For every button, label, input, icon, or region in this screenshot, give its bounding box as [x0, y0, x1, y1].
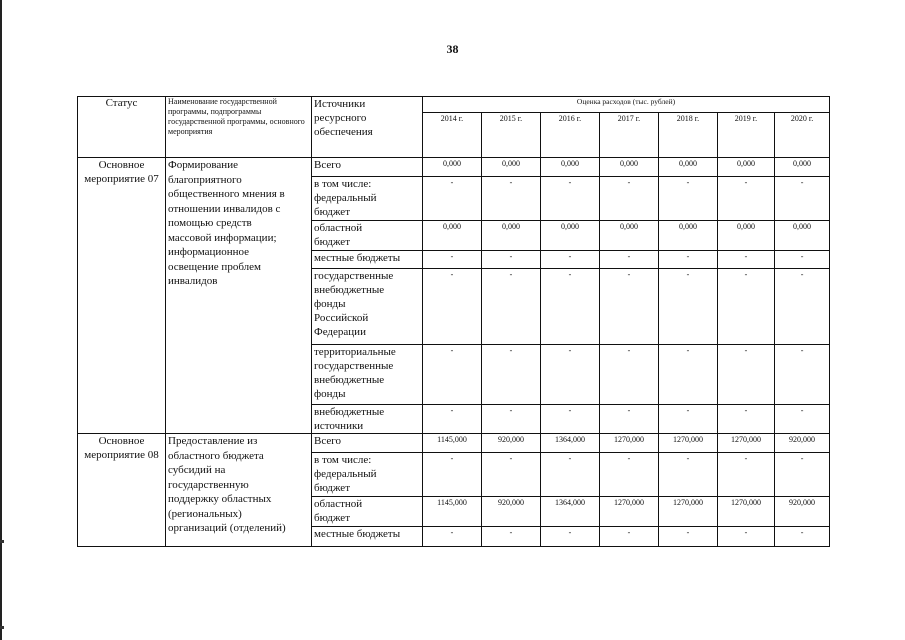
expense-value-cell: -: [541, 269, 600, 345]
expense-value-cell: -: [600, 405, 659, 434]
expense-value-cell: -: [775, 177, 830, 221]
funding-source-cell: [312, 527, 423, 547]
measure-name-line: (региональных): [168, 507, 242, 520]
header-year: 2020 г.: [775, 113, 830, 158]
expense-value-cell: -: [718, 527, 775, 547]
expense-value-cell: 0,000: [423, 221, 482, 251]
header-source: [312, 97, 423, 158]
expense-value-cell: 0,000: [541, 221, 600, 251]
expense-value-cell: 0,000: [600, 221, 659, 251]
expense-value-cell: -: [423, 269, 482, 345]
expense-value-cell: -: [600, 269, 659, 345]
header-name: Наименование государственной программы, подпрограммы государственной программы, основного мероприятия: [166, 97, 312, 158]
expense-value-cell: -: [423, 453, 482, 497]
expense-value-cell: -: [482, 527, 541, 547]
header-year: 2017 г.: [600, 113, 659, 158]
measure-name-cell: [166, 158, 312, 434]
expense-value-cell: -: [775, 527, 830, 547]
expense-value-cell: 1270,000: [659, 434, 718, 453]
expense-value-cell: 0,000: [600, 158, 659, 177]
funding-source-cell: [312, 434, 423, 453]
expense-value-cell: 920,000: [775, 497, 830, 527]
expense-value-cell: -: [718, 251, 775, 269]
funding-source-line: в том числе:: [314, 178, 372, 190]
funding-source-line: государственные: [314, 360, 394, 372]
funding-source-line: источники: [314, 420, 364, 432]
expense-value-cell: 1270,000: [600, 497, 659, 527]
header-year: 2014 г.: [423, 113, 482, 158]
funding-source-cell: [312, 405, 423, 434]
expense-value-cell: 0,000: [775, 221, 830, 251]
funding-source-line: бюджет: [314, 236, 350, 248]
expense-value-cell: -: [600, 453, 659, 497]
funding-source-cell: [312, 269, 423, 345]
expense-value-cell: -: [718, 269, 775, 345]
budget-table: [77, 96, 830, 547]
funding-source-line: областной: [314, 222, 363, 234]
header-source-line: ресурсного: [314, 112, 367, 124]
expense-value-cell: -: [775, 453, 830, 497]
funding-source-line: Всего: [314, 159, 341, 171]
expense-value-cell: -: [775, 405, 830, 434]
funding-source-line: местные бюджеты: [314, 252, 401, 264]
measure-name-line: отношении инвалидов с: [168, 202, 281, 215]
measure-name-line: Формирование: [168, 159, 238, 171]
page-edge: [0, 0, 2, 640]
funding-source-line: Российской: [314, 312, 369, 324]
header-source-line: обеспечения: [314, 126, 373, 138]
header-status: Статус: [78, 97, 166, 158]
funding-source-line: внебюджетные: [314, 284, 385, 296]
expense-value-cell: -: [659, 345, 718, 405]
funding-source-line: местные бюджеты: [314, 528, 401, 540]
header-group: Оценка расходов (тыс. рублей): [423, 97, 830, 113]
measure-name-line: государственную: [168, 478, 249, 491]
table-row: [78, 434, 830, 453]
expense-value-cell: 920,000: [775, 434, 830, 453]
expense-value-cell: 0,000: [541, 158, 600, 177]
funding-source-cell: [312, 453, 423, 497]
expense-value-cell: -: [775, 345, 830, 405]
expense-value-cell: -: [659, 177, 718, 221]
expense-value-cell: 1364,000: [541, 434, 600, 453]
funding-source-cell: [312, 221, 423, 251]
page-edge-mark: [0, 626, 4, 629]
expense-value-cell: 0,000: [659, 221, 718, 251]
funding-source-cell: [312, 177, 423, 221]
status-cell: [78, 158, 166, 434]
expense-value-cell: 1364,000: [541, 497, 600, 527]
expense-value-cell: -: [659, 527, 718, 547]
header-source-line: Источники: [314, 98, 366, 110]
expense-value-cell: 1270,000: [718, 434, 775, 453]
funding-source-line: внебюджетные: [314, 406, 385, 418]
expense-value-cell: -: [541, 345, 600, 405]
measure-name-cell: [166, 434, 312, 547]
expense-value-cell: -: [718, 177, 775, 221]
expense-value-cell: -: [482, 177, 541, 221]
expense-value-cell: 1270,000: [659, 497, 718, 527]
expense-value-cell: -: [482, 269, 541, 345]
header-year: 2016 г.: [541, 113, 600, 158]
funding-source-cell: [312, 158, 423, 177]
expense-value-cell: 920,000: [482, 497, 541, 527]
header-year: 2019 г.: [718, 113, 775, 158]
expense-value-cell: -: [423, 251, 482, 269]
header-year: 2015 г.: [482, 113, 541, 158]
table-header: [78, 97, 830, 158]
expense-value-cell: -: [541, 453, 600, 497]
expense-value-cell: -: [718, 345, 775, 405]
measure-name-line: общественного мнения в: [168, 188, 285, 200]
status-line: мероприятие 07: [84, 173, 159, 185]
expense-value-cell: -: [659, 251, 718, 269]
expense-value-cell: 0,000: [659, 158, 718, 177]
funding-source-cell: [312, 497, 423, 527]
expense-value-cell: -: [482, 345, 541, 405]
expense-value-cell: -: [659, 405, 718, 434]
measure-name-line: поддержку областных: [168, 493, 272, 505]
expense-value-cell: -: [482, 453, 541, 497]
funding-source-line: Федерации: [314, 326, 366, 338]
measure-name-line: Предоставление из: [168, 435, 258, 447]
expense-value-cell: 1145,000: [423, 434, 482, 453]
funding-source-line: областной: [314, 498, 363, 510]
expense-value-cell: -: [423, 405, 482, 434]
status-line: мероприятие 08: [84, 449, 159, 461]
funding-source-line: территориальные: [314, 346, 396, 358]
expense-value-cell: -: [775, 269, 830, 345]
expense-value-cell: -: [600, 177, 659, 221]
funding-source-line: внебюджетные: [314, 374, 385, 386]
funding-source-line: бюджет: [314, 482, 350, 494]
expense-value-cell: 0,000: [775, 158, 830, 177]
funding-source-cell: [312, 345, 423, 405]
measure-name-line: организаций (отделений): [168, 522, 286, 534]
expense-value-cell: 0,000: [718, 221, 775, 251]
measure-name-line: субсидий на: [168, 464, 226, 476]
expense-value-cell: -: [423, 345, 482, 405]
expense-value-cell: -: [600, 345, 659, 405]
status-line: Основное: [98, 435, 145, 447]
funding-source-line: федеральный: [314, 468, 377, 480]
expense-value-cell: 0,000: [482, 221, 541, 251]
expense-value-cell: 0,000: [718, 158, 775, 177]
expense-value-cell: -: [541, 527, 600, 547]
page-number: 38: [446, 42, 459, 56]
funding-source-line: бюджет: [314, 512, 350, 524]
expense-value-cell: -: [718, 405, 775, 434]
measure-name-line: областного бюджета: [168, 449, 264, 462]
expense-value-cell: -: [423, 527, 482, 547]
status-line: Основное: [98, 159, 145, 171]
expense-value-cell: -: [600, 251, 659, 269]
expense-value-cell: -: [482, 251, 541, 269]
expense-value-cell: -: [718, 453, 775, 497]
funding-source-line: фонды: [314, 298, 346, 310]
table-row: [78, 158, 830, 177]
header-year: 2018 г.: [659, 113, 718, 158]
funding-source-line: в том числе:: [314, 454, 372, 466]
expense-value-cell: 0,000: [482, 158, 541, 177]
expense-value-cell: -: [659, 269, 718, 345]
expense-value-cell: -: [482, 405, 541, 434]
expense-value-cell: -: [541, 177, 600, 221]
measure-name-line: инвалидов: [168, 275, 218, 287]
expense-value-cell: 1145,000: [423, 497, 482, 527]
status-cell: [78, 434, 166, 547]
funding-source-line: Всего: [314, 435, 341, 447]
expense-value-cell: 1270,000: [718, 497, 775, 527]
table-body: [78, 158, 830, 547]
expense-value-cell: -: [541, 251, 600, 269]
expense-value-cell: -: [600, 527, 659, 547]
funding-source-line: фонды: [314, 388, 346, 400]
expense-value-cell: 920,000: [482, 434, 541, 453]
expense-value-cell: -: [423, 177, 482, 221]
funding-source-line: государственные: [314, 270, 394, 282]
measure-name-line: освещение проблем: [168, 260, 261, 273]
funding-source-cell: [312, 251, 423, 269]
funding-source-line: федеральный: [314, 192, 377, 204]
expense-value-cell: 1270,000: [600, 434, 659, 453]
expense-value-cell: -: [659, 453, 718, 497]
measure-name-line: благоприятного: [168, 173, 242, 186]
measure-name-line: помощью средств: [168, 217, 252, 229]
funding-source-line: бюджет: [314, 206, 350, 218]
expense-value-cell: 0,000: [423, 158, 482, 177]
expense-value-cell: -: [775, 251, 830, 269]
measure-name-line: массовой информации;: [168, 231, 277, 244]
page-edge-mark: [0, 540, 4, 543]
measure-name-line: информационное: [168, 246, 250, 258]
expense-value-cell: -: [541, 405, 600, 434]
